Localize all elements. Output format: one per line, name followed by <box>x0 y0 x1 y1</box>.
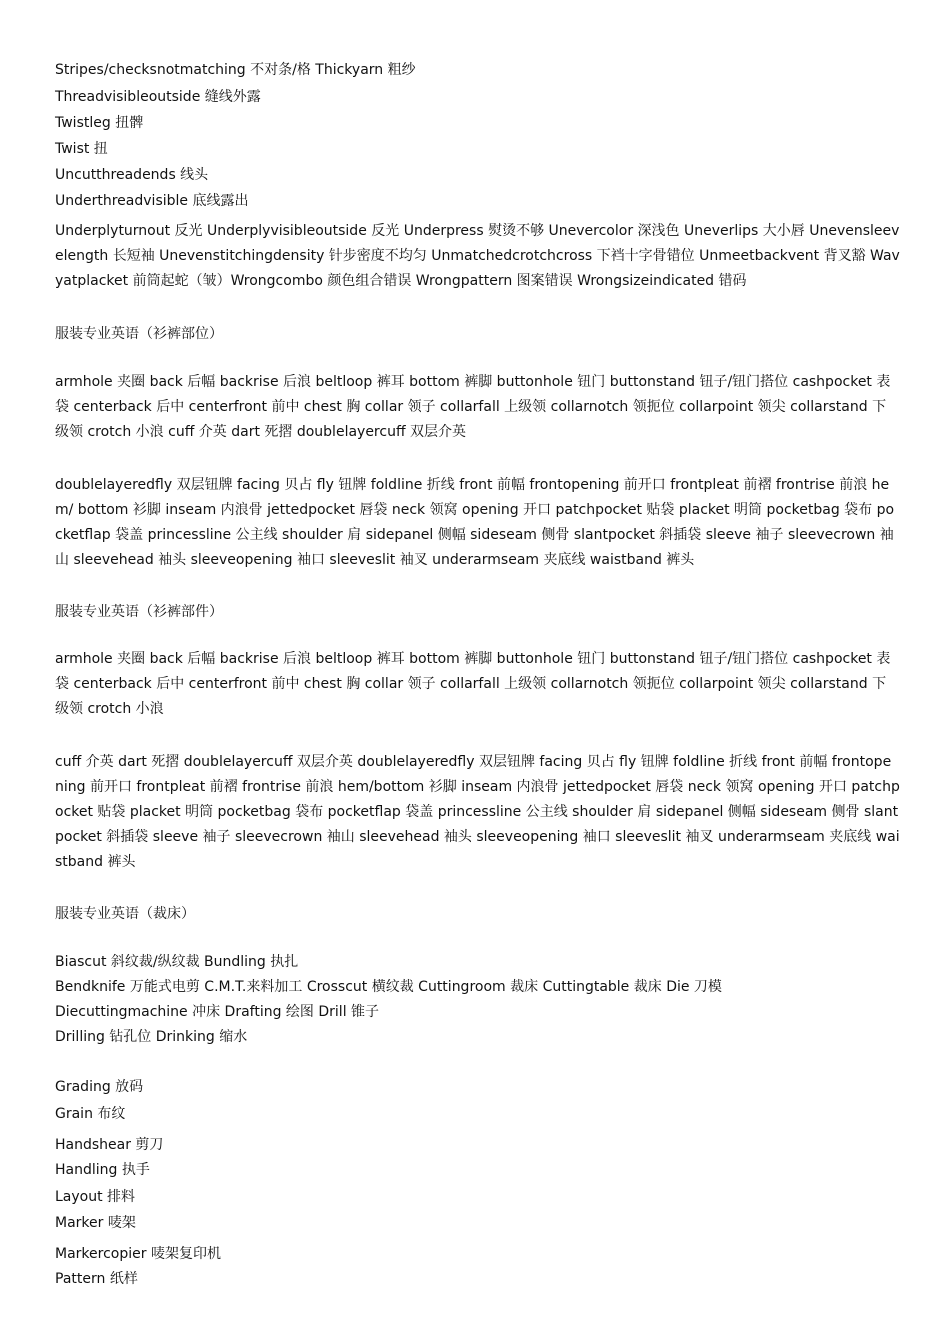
term-line: Underthreadvisible 底线露出 <box>55 193 249 209</box>
term-line: Bendknife 万能式电剪 C.M.T.来料加工 Crosscut 横纹裁 Cuttingroom 裁床 Cuttingtable 裁床 Die 刀模 <box>55 979 722 995</box>
defect-terms-paragraph: Underplyturnout 反光 Underplyvisibleoutside 反光 Underpress 熨烫不够 Unevercolor 深浅色 Uneverlips 大小唇 Unevensleevelength 长短袖 Unevenstitchingdensity 针步密度不均匀 Unmatchedcrotchcross 下裆十字骨错位 Unmeetbackvent 背叉豁 Wavyatplacket 前筒起蛇（皱）Wrongcombo 颜色组合错误 Wrongpattern 图案错误 Wrongsizeindicated 错码 <box>55 223 900 289</box>
garment-parts-paragraph: armhole 夹圈 back 后幅 backrise 后浪 beltloop 裤耳 bottom 裤脚 buttonhole 钮门 buttonstand 钮子/钮门搭位 cashpocket 表袋 centerback 后中 centerfront 前中 chest 胸 collar 领子 collarfall 上级领 collarnotch 领扼位 collarpoint 领尖 collarstand 下级领 crotch 小浪 cuff 介英 dart 死摺 doublelayercuff 双层介英 <box>55 374 891 440</box>
term-line: Twist 扭 <box>55 141 108 157</box>
section-heading-cutting-room: 服装专业英语（裁床） <box>55 906 195 922</box>
section-heading-garment-components: 服装专业英语（衫裤部件） <box>55 604 223 620</box>
term-line: Drilling 钻孔位 Drinking 缩水 <box>55 1029 248 1045</box>
term-line: Handling 执手 <box>55 1162 150 1178</box>
section-heading-garment-parts: 服装专业英语（衫裤部位） <box>55 326 223 342</box>
term-line: Pattern 纸样 <box>55 1271 138 1287</box>
term-line: Markercopier 唛架复印机 <box>55 1246 221 1262</box>
term-line: Marker 唛架 <box>55 1215 136 1231</box>
term-line: Threadvisibleoutside 缝线外露 <box>55 89 261 105</box>
term-line: Uncutthreadends 线头 <box>55 167 209 183</box>
garment-components-paragraph: armhole 夹圈 back 后幅 backrise 后浪 beltloop 裤耳 bottom 裤脚 buttonhole 钮门 buttonstand 钮子/钮门搭位 cashpocket 表袋 centerback 后中 centerfront 前中 chest 胸 collar 领子 collarfall 上级领 collarnotch 领扼位 collarpoint 领尖 collarstand 下级领 crotch 小浪 <box>55 651 891 717</box>
term-line: Biascut 斜纹裁/纵纹裁 Bundling 执扎 <box>55 954 299 970</box>
term-line: Stripes/checksnotmatching 不对条/格 Thickyarn 粗纱 <box>55 62 416 78</box>
term-line: Layout 排料 <box>55 1189 136 1205</box>
garment-components-paragraph: cuff 介英 dart 死摺 doublelayercuff 双层介英 doublelayeredfly 双层钮牌 facing 贝占 fly 钮牌 foldline 折线 front 前幅 frontopening 前开口 frontpleat 前褶 frontrise 前浪 hem/bottom 衫脚 inseam 内浪骨 jettedpocket 唇袋 neck 领窝 opening 开口 patchpocket 贴袋 placket 明筒 pocketbag 袋布 pocketflap 袋盖 princessline 公主线 shoulder 肩 sidepanel 侧幅 sideseam 侧骨 slantpocket 斜插袋 sleeve 袖子 sleevecrown 袖山 sleevehead 袖头 sleeveopening 袖口 sleeveslit 袖叉 underarmseam 夹底线 waistband 裤头 <box>55 754 900 870</box>
term-line: Diecuttingmachine 冲床 Drafting 绘图 Drill 锥子 <box>55 1004 380 1020</box>
term-line: Handshear 剪刀 <box>55 1137 164 1153</box>
garment-parts-paragraph: doublelayeredfly 双层钮牌 facing 贝占 fly 钮牌 foldline 折线 front 前幅 frontopening 前开口 frontpleat 前褶 frontrise 前浪 hem/ bottom 衫脚 inseam 内浪骨 jettedpocket 唇袋 neck 领窝 opening 开口 patchpocket 贴袋 placket 明筒 pocketbag 袋布 pocketflap 袋盖 princessline 公主线 shoulder 肩 sidepanel 侧幅 sideseam 侧骨 slantpocket 斜插袋 sleeve 袖子 sleevecrown 袖山 sleevehead 袖头 sleeveopening 袖口 sleeveslit 袖叉 underarmseam 夹底线 waistband 裤头 <box>55 477 895 568</box>
term-line: Grading 放码 <box>55 1079 144 1095</box>
term-line: Grain 布纹 <box>55 1106 126 1122</box>
term-line: Twistleg 扭髀 <box>55 115 144 131</box>
